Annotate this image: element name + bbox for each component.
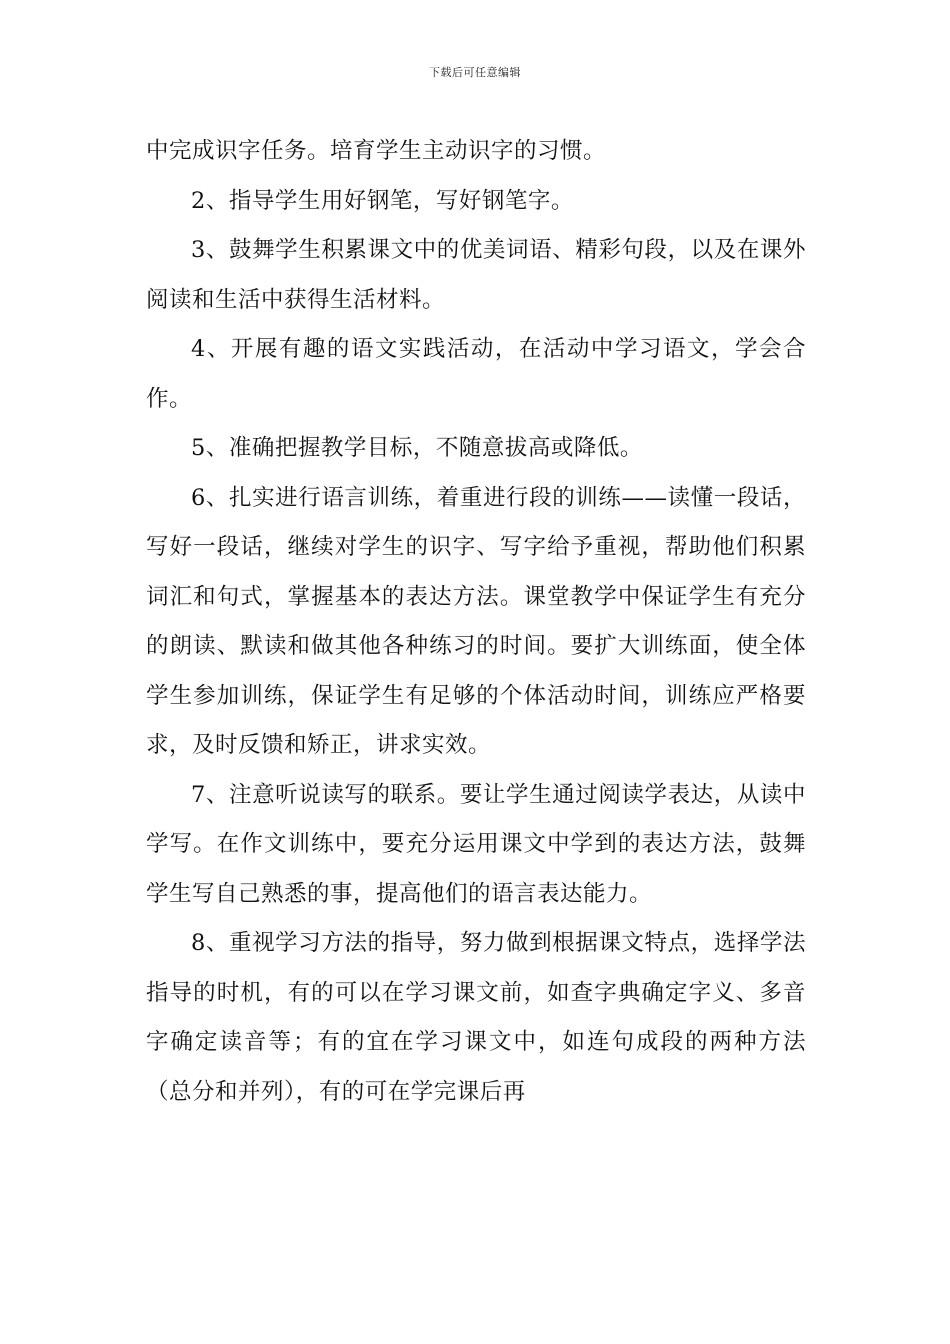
paragraph-continuation: 中完成识字任务。培育学生主动识字的习惯。 — [146, 138, 607, 164]
paragraph-item-3: 3、鼓舞学生积累课文中的优美词语、精彩句段，以及在课外阅读和生活中获得生活材料。 — [146, 237, 806, 313]
page-header: 下载后可任意编辑 — [429, 66, 521, 79]
document-body — [146, 127, 806, 1117]
paragraph-item-6: 6、扎实进行语言训练，着重进行段的训练——读懂一段话，写好一段话，继续对学生的识字、写字给予重视，帮助他们积累词汇和句式，掌握基本的表达方法。课堂教学中保证学生有充分的朗读、默读和做其他各种练习的时间。要扩大训练面，使全体学生参加训练，保证学生有足够的个体活动时间，训练应严格要求，及时反馈和矫正，讲求实效。 — [146, 484, 806, 758]
paragraph-item-2: 2、指导学生用好钢笔，写好钢笔字。 — [191, 187, 574, 214]
paragraph-item-8: 8、重视学习方法的指导，努力做到根据课文特点，选择学法指导的时机，有的可以在学习课文前，如查字典确定字义、多音字确定读音等；有的宜在学习课文中，如连句成段的两种方法（总分和并列），有的可在学完课后再 — [146, 930, 806, 1105]
paragraph-item-4: 4、开展有趣的语文实践活动，在活动中学习语文，学会合作。 — [146, 336, 806, 412]
paragraph-item-7: 7、注意听说读写的联系。要让学生通过阅读学表达，从读中学写。在作文训练中，要充分运用课文中学到的表达方法，鼓舞学生写自己熟悉的事，提高他们的语言表达能力。 — [146, 781, 806, 907]
paragraph-item-5: 5、准确把握教学目标，不随意拔高或降低。 — [191, 435, 643, 461]
